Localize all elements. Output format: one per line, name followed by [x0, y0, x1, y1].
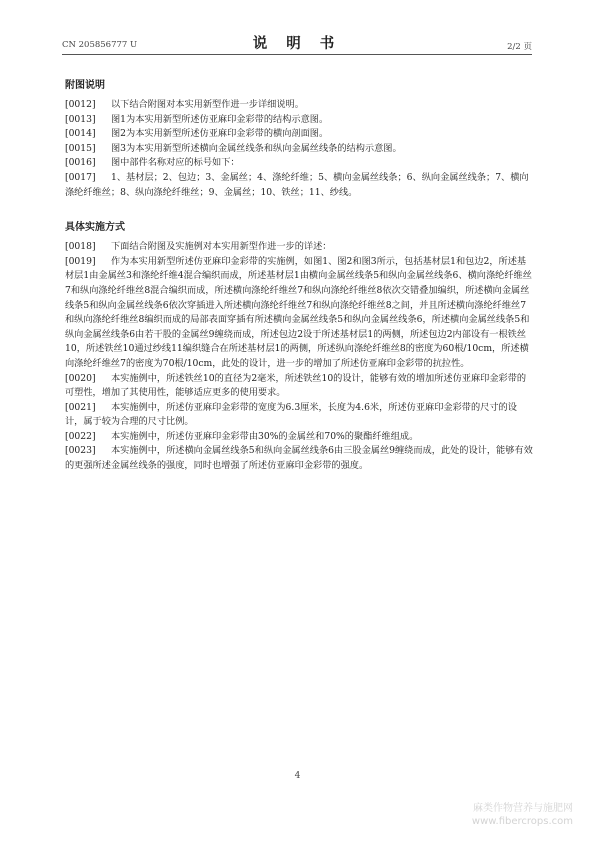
paragraph-text: 本实施例中，所述仿亚麻印金彩带由30%的金属丝和70%的聚酯纤维组成。 [111, 430, 419, 442]
paragraph-text: 1、基材层；2、包边；3、金属丝；4、涤纶纤维；5、横向金属丝线条；6、纵向金属丝线条；7、横向涤纶纤维丝；8、纵向涤纶纤维丝；9、金属丝；10、铁丝；11、纱线。 [65, 171, 529, 198]
paragraph [65, 372, 535, 401]
paragraph-text: 图1为本实用新型所述仿亚麻印金彩带的结构示意图。 [111, 113, 329, 125]
paragraph-number: [0016] [65, 157, 96, 169]
paragraph-text: 本实施例中，所述仿亚麻印金彩带的宽度为6.3厘米，长度为4.6米，所述仿亚麻印金彩带的尺寸的设计，属于较为合理的尺寸比例。 [65, 401, 517, 428]
section-spacer [65, 200, 535, 221]
paragraph-text: 图中部件名称对应的标号如下： [111, 157, 240, 169]
paragraph [65, 430, 535, 445]
paragraph [65, 113, 535, 128]
document-title: 说 明 书 [252, 35, 342, 52]
section-title: 附图说明 [65, 80, 105, 91]
paragraph [65, 255, 535, 372]
paragraph-text: 图2为本实用新型所述仿亚麻印金彩带的横向剖面图。 [111, 128, 329, 140]
paragraph-number: [0012] [65, 99, 96, 110]
paragraph-text: 以下结合附图对本实用新型作进一步详细说明。 [111, 99, 304, 110]
paragraph-number: [0017] [65, 171, 96, 183]
paragraph-number: [0022] [65, 430, 96, 442]
paragraph [65, 142, 535, 157]
page-header [62, 30, 532, 55]
paragraph [65, 444, 535, 473]
paragraph-number: [0023] [65, 445, 96, 457]
paragraph-text: 本实施例中，所述横向金属丝线条5和纵向金属丝线条6由三股金属丝9缠绕而成，此处的设计，能够有效的更强所述金属丝线条的强度，同时也增强了所述仿亚麻印金彩带的强度。 [65, 445, 533, 472]
paragraph-number: [0019] [65, 255, 96, 267]
document-body [65, 79, 535, 474]
paragraph [65, 401, 535, 430]
watermark [472, 802, 573, 828]
publication-number: CN 205856777 U [62, 40, 138, 50]
paragraph [65, 127, 535, 142]
section-title: 具体实施方式 [65, 222, 125, 234]
paragraph-text: 本实施例中，所述铁丝10的直径为2毫米，所述铁丝10的设计，能够有效的增加所述仿亚麻印金彩带的可塑性，增加了其使用性，能够适应更多的使用要求。 [65, 372, 527, 399]
watermark-url: www.fibercrops.com [471, 816, 573, 827]
paragraph-number: [0018] [65, 241, 96, 253]
watermark-site-name: 麻类作物营养与施肥网 [473, 803, 573, 814]
paragraph-text: 图3为本实用新型所述横向金属丝线条和纵向金属丝线条的结构示意图。 [111, 142, 402, 154]
page-indicator: 2/2 页 [507, 42, 532, 52]
paragraph [65, 156, 535, 171]
paragraph-number: [0015] [65, 142, 96, 154]
paragraph-text: 下面结合附图及实施例对本实用新型作进一步的详述： [111, 241, 332, 253]
paragraph [65, 171, 535, 200]
paragraph [65, 98, 535, 113]
paragraph-number: [0014] [65, 128, 96, 140]
paragraph-text: 作为本实用新型所述仿亚麻印金彩带的实施例，如图1、图2和图3所示，包括基材层1和包边2，所述基材层1由金属丝3和涤纶纤维4混合编织而成，所述基材层1由横向金属丝线条5和纵向金属丝线条6、横向涤纶纤维丝7和纵向涤纶纤维丝8混合编织而成，所述横向涤纶纤维丝7和纵向涤纶纤维丝8依次交错叠加编织，所述横向金属丝线条5和纵向金属丝线条6依次穿插进入所述横向涤纶纤维丝7和纵向涤纶纤维丝8之间，并且所述横向涤纶纤维丝7和纵向涤纶纤维丝8编织而成的局部表面穿插有所述横向金属丝线条5和纵向金属丝线条6，所述横向金属丝线条5和纵向金属丝线条6由若干股的金属丝9缠绕而成，所述包边2设于所述基材层1的两侧，所述包边2内部设有一根铁丝10，所述铁丝10通过纱线11编织缝合在所述基材层1的两侧，所述纵向涤纶纤维丝8的密度为60根/10cm，所述横向涤纶纤维丝7的密度为70根/10cm，此处的设计，进一步的增加了所述仿亚麻印金彩带的抗拉性。 [65, 255, 532, 369]
paragraph-number: [0020] [65, 372, 96, 384]
paragraph-number: [0013] [65, 113, 96, 125]
paragraph [65, 240, 535, 255]
paragraph-number: [0021] [65, 401, 96, 413]
page-number: 4 [294, 771, 301, 781]
